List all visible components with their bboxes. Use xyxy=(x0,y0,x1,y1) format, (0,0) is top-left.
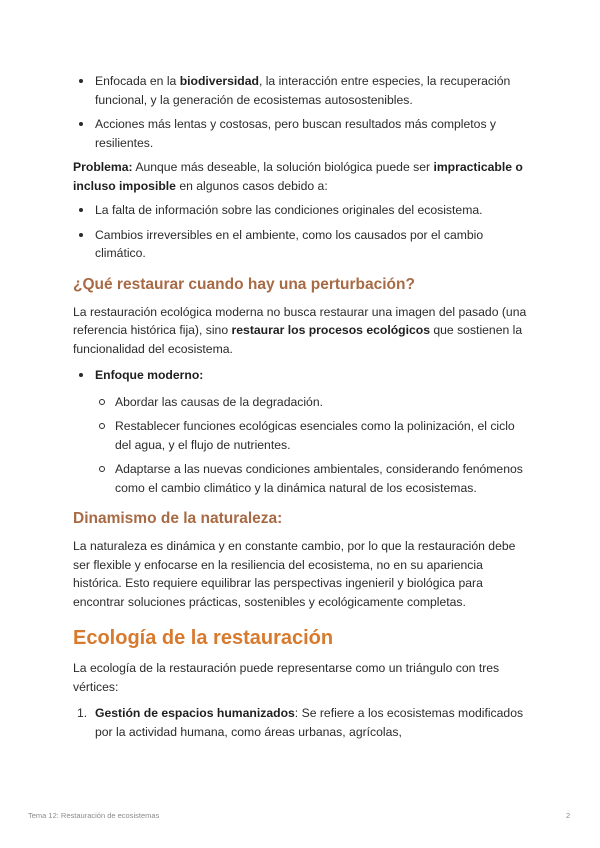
modern-approach-label: Enfoque moderno: xyxy=(95,368,204,382)
modern-approach-list xyxy=(73,366,533,497)
emphasis-text: biodiversidad xyxy=(179,74,259,88)
dynamism-paragraph: La naturaleza es dinámica y en constante cambio, por lo que la restauración debe ser flexible y enfocarse en la resiliencia del ecosistema, no en su apariencia histórica. Esto requiere equilibrar las perspectivas ingenieril y biológica para encontrar soluciones prácticas, sostenibles y ecológicamente completas. xyxy=(73,539,516,609)
section-heading-dinamismo: Dinamismo de la naturaleza: xyxy=(73,510,283,527)
restoration-paragraph: La restauración ecológica moderna no busca restaurar una imagen del pasado (una referencia histórica fija), sino restaurar los procesos ecológicos que sostienen la funcionalidad del ecosistema. xyxy=(73,304,527,356)
emphasis-text: impracticable o incluso imposible xyxy=(73,160,523,193)
page-number: 2 xyxy=(566,811,571,820)
list-item: La falta de información sobre las condiciones originales del ecosistema. xyxy=(73,201,533,220)
sublist-item: Restablecer funciones ecológicas esenciales como la polinización, el ciclo del agua, y el flujo de nutrientes. xyxy=(73,417,533,454)
ecology-paragraph: La ecología de la restauración puede representarse como un triángulo con tres vértices: xyxy=(73,661,500,694)
list-item: Acciones más lentas y costosas, pero buscan resultados más completos y resilientes. xyxy=(73,115,533,152)
emphasis-text: Gestión de espacios humanizados xyxy=(95,706,295,720)
emphasis-text: restaurar los procesos ecológicos xyxy=(231,323,430,337)
biological-approach-list xyxy=(73,72,533,152)
list-item: Enfocada en la biodiversidad, la interacción entre especies, la recuperación funcional, y la generación de ecosistemas autosostenibles. xyxy=(73,72,533,109)
problem-paragraph: Problema: Aunque más deseable, la solución biológica puede ser impracticable o incluso imposible en algunos casos debido a: xyxy=(73,160,523,193)
ecology-vertices-list xyxy=(73,704,533,741)
page-content xyxy=(73,72,533,741)
list-item xyxy=(73,366,533,497)
modern-approach-sublist xyxy=(73,393,533,498)
sublist-item: Abordar las causas de la degradación. xyxy=(73,393,533,412)
list-item: Cambios irreversibles en el ambiente, como los causados por el cambio climático. xyxy=(73,226,533,263)
page-footer: Tema 12: Restauración de ecosistemas xyxy=(28,811,160,820)
list-item: 1. Gestión de espacios humanizados: Se refiere a los ecosistemas modificados por la actividad humana, como áreas urbanas, agrícolas, xyxy=(77,706,524,739)
section-heading-que-restaurar: ¿Qué restaurar cuando hay una perturbación? xyxy=(73,275,415,293)
problem-reasons-list xyxy=(73,201,533,263)
sublist-item: Adaptarse a las nuevas condiciones ambientales, considerando fenómenos como el cambio climático y la dinámica natural de los ecosistemas. xyxy=(73,460,533,497)
problem-label: Problema: xyxy=(73,160,133,174)
list-number: 1. xyxy=(77,706,88,720)
section-heading-ecologia: Ecología de la restauración xyxy=(73,627,334,649)
